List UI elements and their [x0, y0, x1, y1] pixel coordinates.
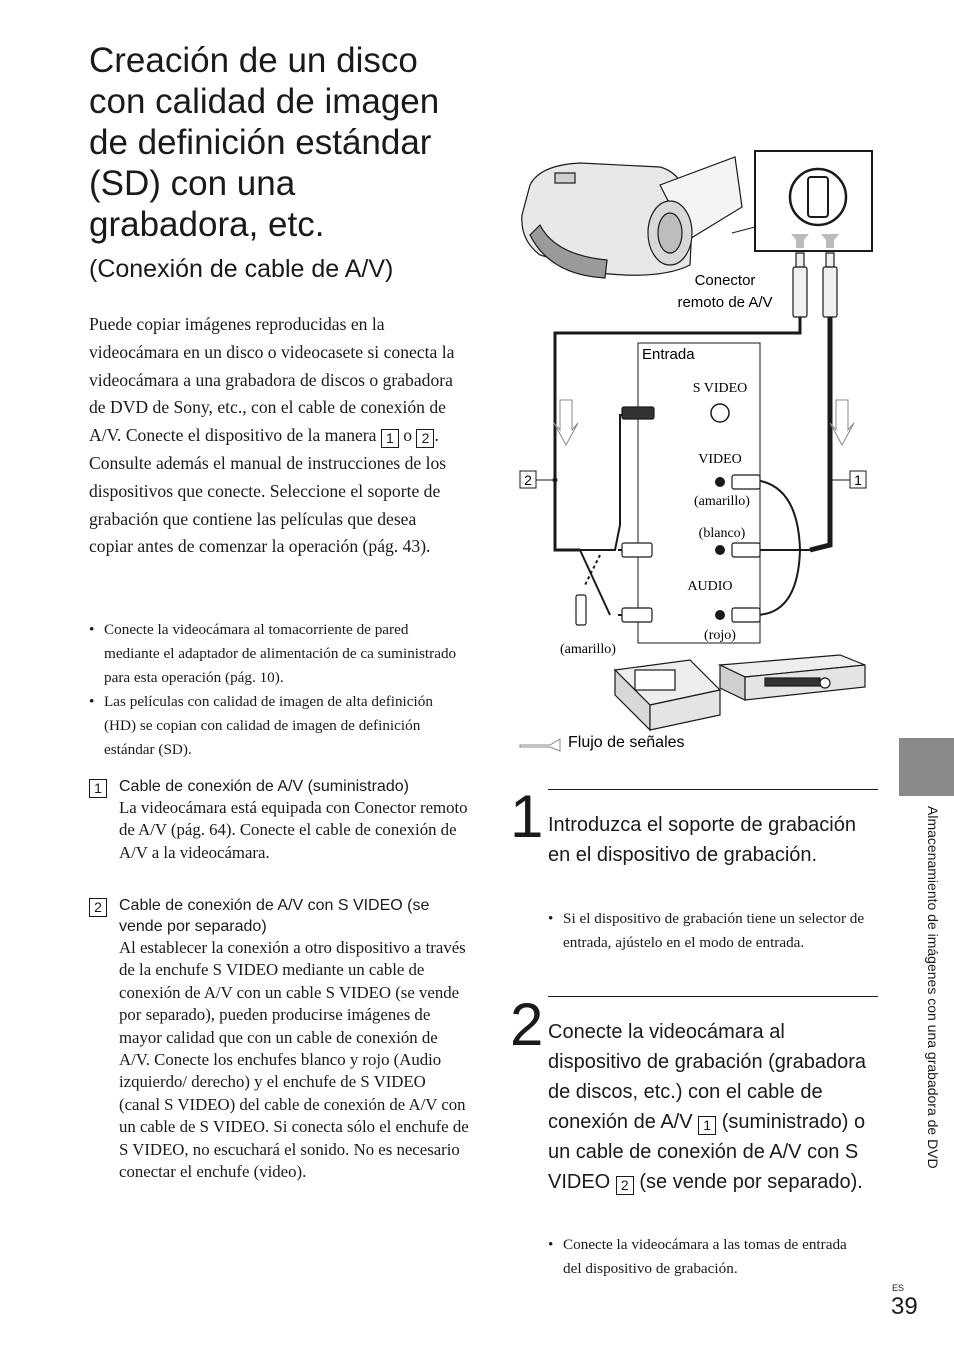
step-2-box-1: 1 [698, 1116, 716, 1135]
step-bullet: • Si el dispositivo de grabación tiene un selector de entrada, ajústelo en el modo de entrada. [548, 907, 868, 955]
disc-recorder-illustration [615, 660, 720, 730]
intro-bullet: • Las películas con calidad de imagen de alta definición (HD) se copian con calidad de imagen de definición estándar (SD). [89, 690, 461, 762]
step-2-text-b: (suministrado) o un cable de conexión de A/V con S VIDEO [548, 1111, 866, 1193]
section-tab-label: Almacenamiento de imágenes con una grabadora de DVD [925, 806, 941, 1169]
cable-entry-2 [89, 895, 469, 1183]
entry-heading: Cable de conexión de A/V con S VIDEO (se vende por separado) [119, 897, 430, 935]
step-2-text-a: Conecte la videocámara al dispositivo de grabación (grabadora de discos, etc.) con el cable de conexión de A/V [548, 1021, 866, 1133]
intro-paragraph [89, 311, 461, 561]
intro-box-1: 1 [381, 429, 399, 448]
intro-bullets [89, 618, 461, 762]
step-2-text [548, 1017, 878, 1197]
step-1-text: Introduzca el soporte de grabación en el dispositivo de grabación. [548, 814, 856, 866]
intro-bullet: • Conecte la videocámara al tomacorriente de pared mediante el adaptador de alimentación de ca suministrado para esta operación (pág. 10). [89, 618, 461, 690]
red-label: (rojo) [704, 628, 736, 643]
svideo-jack-icon [711, 404, 729, 422]
entry-body: La videocámara está equipada con Conector remoto de A/V (pág. 64). Conecte el cable de conexión de A/V a la videocámara. [119, 798, 468, 862]
callout-1 [828, 471, 867, 488]
step-1-number: 1 [510, 783, 544, 850]
yellow-label: (amarillo) [694, 494, 750, 509]
audio-left-jack-icon [715, 545, 725, 555]
entry-box: 1 [89, 779, 107, 798]
entry-heading: Cable de conexión de A/V (suministrado) [119, 778, 409, 795]
connection-diagram [510, 145, 890, 775]
step-2-bullets [548, 1233, 868, 1281]
signal-arrow-icon [554, 400, 854, 445]
step-2-text-c: (se vende por separado). [639, 1171, 863, 1193]
signal-flow-label: Flujo de señales [568, 734, 685, 751]
step-bullet: • Conecte la videocámara a las tomas de entrada del dispositivo de grabación. [548, 1233, 868, 1281]
input-label: Entrada [642, 346, 695, 363]
intro-or: o [403, 425, 413, 446]
connector-label-line1: Conector [694, 272, 756, 289]
callout-2 [520, 471, 558, 488]
audio-right-jack-icon [715, 610, 725, 620]
page-language: ES [892, 1283, 905, 1293]
connector-label-line2: remoto de A/V [677, 294, 773, 311]
step-1-bullets [548, 907, 868, 955]
signal-flow-icon [520, 739, 560, 751]
step-2-number: 2 [510, 991, 544, 1058]
intro-box-2: 2 [416, 429, 434, 448]
step-2-rule [548, 996, 878, 997]
step-2-box-2: 2 [616, 1176, 634, 1195]
entry-body: Al establecer la conexión a otro dispositivo a través de la enchufe S VIDEO mediante un cable de conexión de A/V con un cable S VIDEO (se vende por separado), pueden producirse imágenes de mayor calidad que con un cable de conexión de A/V. Conecte los enchufes blanco y rojo (Audio izquierdo/ derecho) y el enchufe de S VIDEO (canal S VIDEO) del cable de conexión de A/V con un cable de S VIDEO. Si conecta sólo el enchufe de S VIDEO, no escuchará el sonido. No es necesario conectar el enchufe (video). [119, 938, 469, 1182]
page-title: Creación de un disco con calidad de imagen de definición estándar (SD) con una grabadora, etc. [89, 41, 440, 244]
svg-text:2: 2 [524, 472, 532, 488]
camcorder-illustration [522, 157, 742, 278]
page-number: 39 [891, 1293, 918, 1320]
svideo-label: S VIDEO [692, 381, 748, 396]
svg-text:1: 1 [854, 472, 862, 488]
page-subtitle: (Conexión de cable de A/V) [89, 255, 394, 283]
white-label: (blanco) [698, 526, 746, 541]
yellow-left-label: (amarillo) [560, 642, 616, 657]
section-tab [899, 738, 954, 796]
audio-label: AUDIO [687, 579, 733, 594]
entry-box: 2 [89, 898, 107, 917]
intro-text-1: Puede copiar imágenes reproducidas en la videocámara en un disco o videocasete si conecta la videocámara a una grabadora de discos o grabadora de DVD de Sony, etc., con el cable de conexión de A/V. Conecte el dispositivo de la manera [89, 314, 455, 446]
video-jack-icon [715, 477, 725, 487]
step-1-rule [548, 789, 878, 790]
video-label: VIDEO [698, 452, 742, 467]
cable-entry-1 [89, 776, 469, 864]
dvd-recorder-illustration [720, 655, 865, 700]
intro-text-2: . Consulte además el manual de instrucciones de los dispositivos que conecte. Seleccione el soporte de grabación que contiene las películas que desea copiar antes de comenzar la operación (pág. 43). [89, 425, 447, 557]
